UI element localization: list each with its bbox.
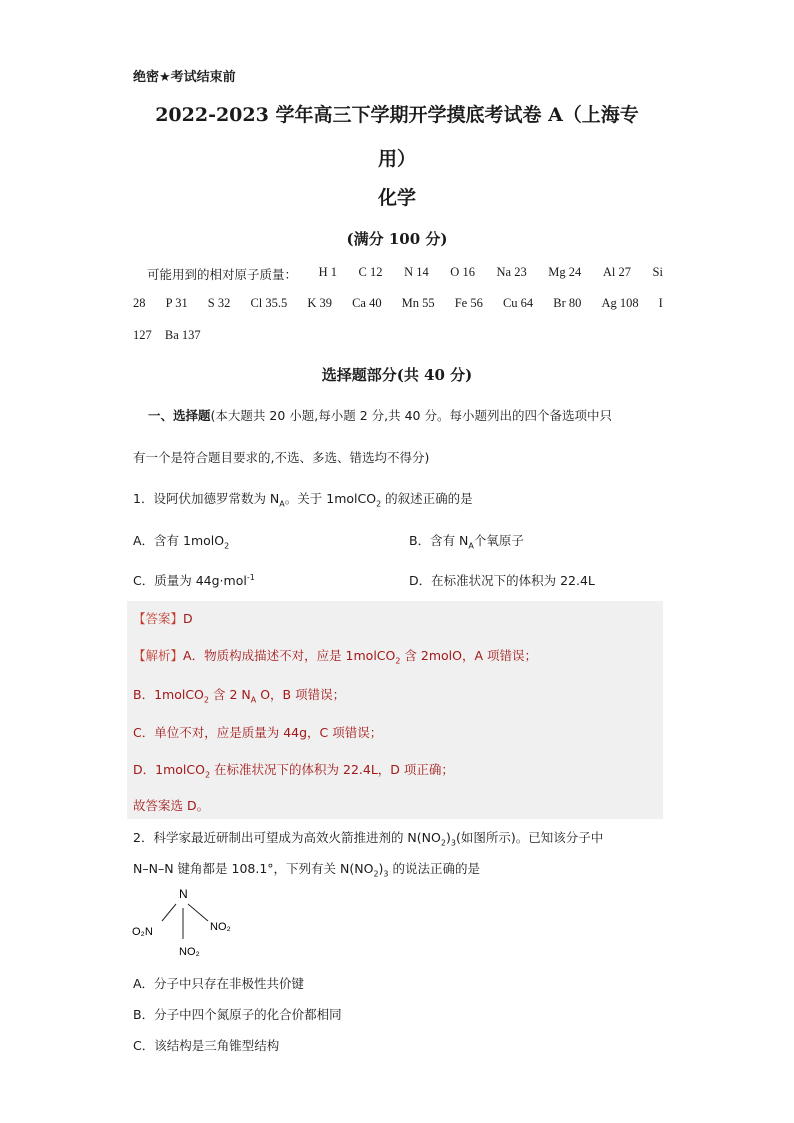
question-1-stem [133, 489, 473, 509]
question-2-stem-line1 [133, 828, 603, 848]
analysis-conclusion: 故答案选 D。 [133, 798, 210, 813]
atom-mass: Na 23 [496, 265, 527, 279]
analysis-line2 [133, 685, 345, 705]
atom-mass: Ca 40 [352, 296, 382, 310]
text: 的说法正确的是 [388, 861, 480, 876]
subscript: 2 [376, 499, 382, 509]
text: ) [378, 861, 384, 876]
text: A．物质构成描述不对，应是 1molCO [183, 648, 396, 663]
text: (如图所示)。已知该分子中 [455, 830, 604, 845]
full-score: (满分 100 分) [346, 230, 448, 248]
question-2-option-a: A．分子中只存在非极性共价键 [133, 976, 305, 991]
question-1-option-a [133, 531, 229, 551]
atom-mass: K 39 [307, 296, 332, 310]
text: 在标准状况下的体积为 22.4L，D 项正确； [210, 762, 454, 777]
subscript: 2 [373, 869, 379, 879]
atom-mass: I [658, 296, 663, 310]
diagram-left-group: O₂N [132, 926, 153, 938]
question-1-option-d: D．在标准状况下的体积为 22.4L [409, 573, 595, 588]
bond-left [162, 904, 176, 921]
subscript: 2 [395, 656, 401, 666]
atom-mass: 127 [133, 328, 152, 342]
atom-mass: C 12 [358, 265, 383, 279]
subscript: 2 [440, 838, 446, 848]
superscript: -1 [246, 572, 255, 582]
instructions-heading: 一、选择题 [148, 408, 211, 423]
answer-label: 【答案】 [133, 611, 184, 626]
text: 含 2 N [209, 687, 251, 702]
atom-mass: 28 [133, 296, 146, 310]
section-title: 选择题部分(共 40 分) [321, 366, 473, 384]
atomic-masses-row3 [133, 328, 663, 343]
analysis-label: 【解析】 [133, 648, 184, 663]
text: 的叙述正确的是 [381, 491, 473, 506]
diagram-right-group: NO₂ [210, 921, 231, 933]
answer-box [127, 601, 663, 819]
atomic-masses-intro: 可能用到的相对原子质量： [147, 267, 298, 282]
text: 含 2molO，A 项错误； [400, 648, 538, 663]
analysis-line4 [133, 760, 454, 780]
atom-mass: Mn 55 [401, 296, 435, 310]
answer-value: D [183, 611, 193, 626]
text: B．1molCO [133, 687, 204, 702]
atom-mass: Si [652, 265, 663, 279]
subscript: A [250, 695, 257, 705]
instructions-line1 [148, 406, 612, 424]
analysis-line3: C．单位不对，应是质量为 44g，C 项错误； [133, 725, 383, 740]
subscript: 2 [204, 770, 211, 780]
question-2-option-c: C．该结构是三角锥型结构 [133, 1038, 280, 1053]
text: C．质量为 44g·mol [133, 573, 247, 588]
atom-mass: Mg 24 [548, 265, 582, 279]
diagram-center-n: N [179, 887, 188, 901]
diagram-bottom-group: NO₂ [179, 946, 200, 958]
text: ) [445, 830, 451, 845]
atom-mass: N 14 [404, 265, 429, 279]
subscript: 3 [450, 838, 456, 848]
atom-mass: O 16 [450, 265, 475, 279]
atom-mass: Ag 108 [601, 296, 639, 310]
subscript: 2 [203, 695, 209, 705]
text: D．1molCO [133, 762, 205, 777]
subscript: A [279, 499, 285, 509]
text: A．含有 1molO [133, 533, 225, 548]
atom-mass: Br 80 [553, 296, 582, 310]
subscript: 3 [383, 869, 389, 879]
atom-mass: S 32 [207, 296, 231, 310]
atom-mass: Al 27 [602, 265, 631, 279]
atomic-masses-row2 [133, 296, 663, 311]
question-1-option-b [409, 531, 524, 551]
text: O，B 项错误； [256, 687, 346, 702]
molecule-diagram [130, 884, 250, 964]
atomic-masses-row1 [133, 265, 663, 283]
confidential-label: 绝密★考试结束前 [133, 70, 236, 85]
text: 。关于 1molCO [284, 491, 377, 506]
question-2-option-b: B．分子中四个氮原子的化合价都相同 [133, 1007, 342, 1022]
instructions-text: (本大题共 20 小题,每小题 2 分,共 40 分。每小题列出的四个备选项中只 [210, 408, 612, 423]
question-2-stem-line2 [133, 859, 480, 879]
question-1-option-c [133, 571, 255, 589]
subscript: A [468, 541, 474, 551]
text: 1．设阿伏加德罗常数为 N [133, 491, 280, 506]
atom-mass: Cu 64 [502, 296, 534, 310]
atom-mass: Fe 56 [454, 296, 483, 310]
subject-title: 化学 [377, 187, 416, 209]
exam-title-line2: 用） [377, 148, 416, 170]
atom-mass: P 31 [165, 296, 188, 310]
instructions-line2: 有一个是符合题目要求的,不选、多选、错选均不得分) [133, 450, 430, 465]
atom-mass: Ba 137 [164, 328, 201, 342]
atom-mass: H 1 [318, 265, 337, 279]
exam-title-line1: 2022-2023 学年高三下学期开学摸底考试卷 A（上海专 [155, 104, 639, 126]
answer-line [133, 609, 193, 627]
text: 2．科学家最近研制出可望成为高效火箭推进剂的 N(NO [133, 830, 441, 845]
text: B．含有 N [409, 533, 469, 548]
bond-right [188, 904, 208, 921]
text: N–N–N 键角都是 108.1°，下列有关 N(NO [133, 861, 374, 876]
analysis-line1 [133, 646, 537, 666]
atom-mass: Cl 35.5 [250, 296, 288, 310]
subscript: 2 [224, 541, 230, 551]
text: 个氧原子 [473, 533, 524, 548]
